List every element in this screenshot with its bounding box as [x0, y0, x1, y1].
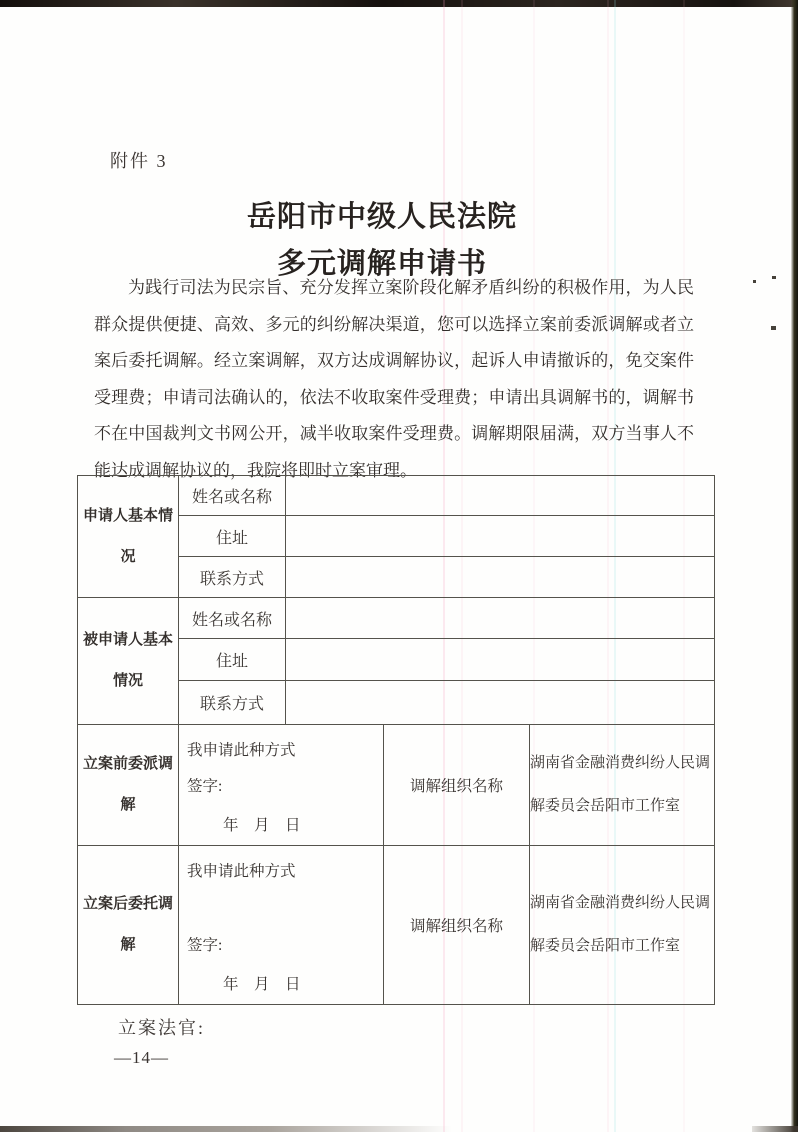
document-title-line-1: 岳阳市中级人民法院: [246, 201, 517, 233]
scan-edge-bottom-left: [0, 1126, 452, 1132]
signature-label: 签字:: [187, 936, 223, 954]
date-placeholder: 年 月 日: [223, 975, 301, 993]
applicant-section-label: 申请人基本情况: [78, 476, 179, 598]
post-filing-org-name-value: 湖南省金融消费纠纷人民调解委员会岳阳市工作室: [530, 846, 715, 1005]
intro-paragraph: [94, 270, 694, 489]
pre-filing-section-label: 立案前委派调解: [78, 725, 179, 846]
application-table: [77, 475, 715, 1005]
intro-line: 不在中国裁判文书网公开，减半收取案件受理费。调解期限届满，双方当事人不: [94, 424, 694, 443]
post-filing-section-label: 立案后委托调解: [78, 846, 179, 1005]
respondent-address-value: [286, 639, 715, 681]
signature-label: 签字:: [187, 777, 223, 795]
scan-speck: [753, 280, 756, 283]
respondent-section-label: 被申请人基本情况: [78, 598, 179, 725]
pre-filing-org-name-value: 湖南省金融消费纠纷人民调解委员会岳阳市工作室: [530, 725, 715, 846]
scan-edge-top: [0, 0, 798, 7]
intro-line: 群众提供便捷、高效、多元的纠纷解决渠道，您可以选择立案前委派调解或者立: [94, 314, 694, 334]
intro-line: 为践行司法为民宗旨、充分发挥立案阶段化解矛盾纠纷的积极作用，为人民: [128, 278, 694, 297]
applicant-contact-label: 联系方式: [179, 557, 286, 598]
table-row: [78, 725, 715, 846]
page-number: —14—: [114, 1048, 169, 1067]
apply-method-text: 我申请此种方式: [187, 862, 296, 880]
filing-judge-label: 立案法官:: [118, 1018, 206, 1038]
table-row: [78, 846, 715, 1005]
applicant-name-label: 姓名或名称: [179, 476, 286, 516]
table-row: [78, 476, 715, 516]
scan-speck: [772, 276, 776, 279]
respondent-contact-label: 联系方式: [179, 681, 286, 725]
respondent-name-value: [286, 598, 715, 639]
respondent-address-label: 住址: [179, 639, 286, 681]
applicant-contact-value: [286, 557, 715, 598]
applicant-address-value: [286, 516, 715, 557]
document-title-line-2: 多元调解申请书: [276, 248, 487, 280]
table-row: [78, 598, 715, 639]
attachment-label: 附件 3: [110, 151, 168, 171]
respondent-name-label: 姓名或名称: [179, 598, 286, 639]
scan-edge-bottom-right: [752, 1126, 798, 1132]
applicant-name-value: [286, 476, 715, 516]
pre-filing-apply-cell: [179, 725, 384, 846]
applicant-address-label: 住址: [179, 516, 286, 557]
post-filing-org-name-label: 调解组织名称: [384, 846, 530, 1005]
respondent-contact-value: [286, 681, 715, 725]
scan-edge-right: [791, 0, 798, 1132]
intro-line: 能达成调解协议的，我院将即时立案审理。: [94, 460, 417, 480]
intro-line: 受理费；申请司法确认的，依法不收取案件受理费；申请出具调解书的，调解书: [94, 387, 694, 407]
scan-speck: [771, 326, 776, 330]
pre-filing-org-name-label: 调解组织名称: [384, 725, 530, 846]
date-placeholder: 年 月 日: [223, 816, 301, 834]
post-filing-apply-cell: [179, 846, 384, 1005]
apply-method-text: 我申请此种方式: [187, 741, 296, 759]
intro-line: 案后委托调解。经立案调解，双方达成调解协议，起诉人申请撤诉的，免交案件: [94, 351, 694, 370]
